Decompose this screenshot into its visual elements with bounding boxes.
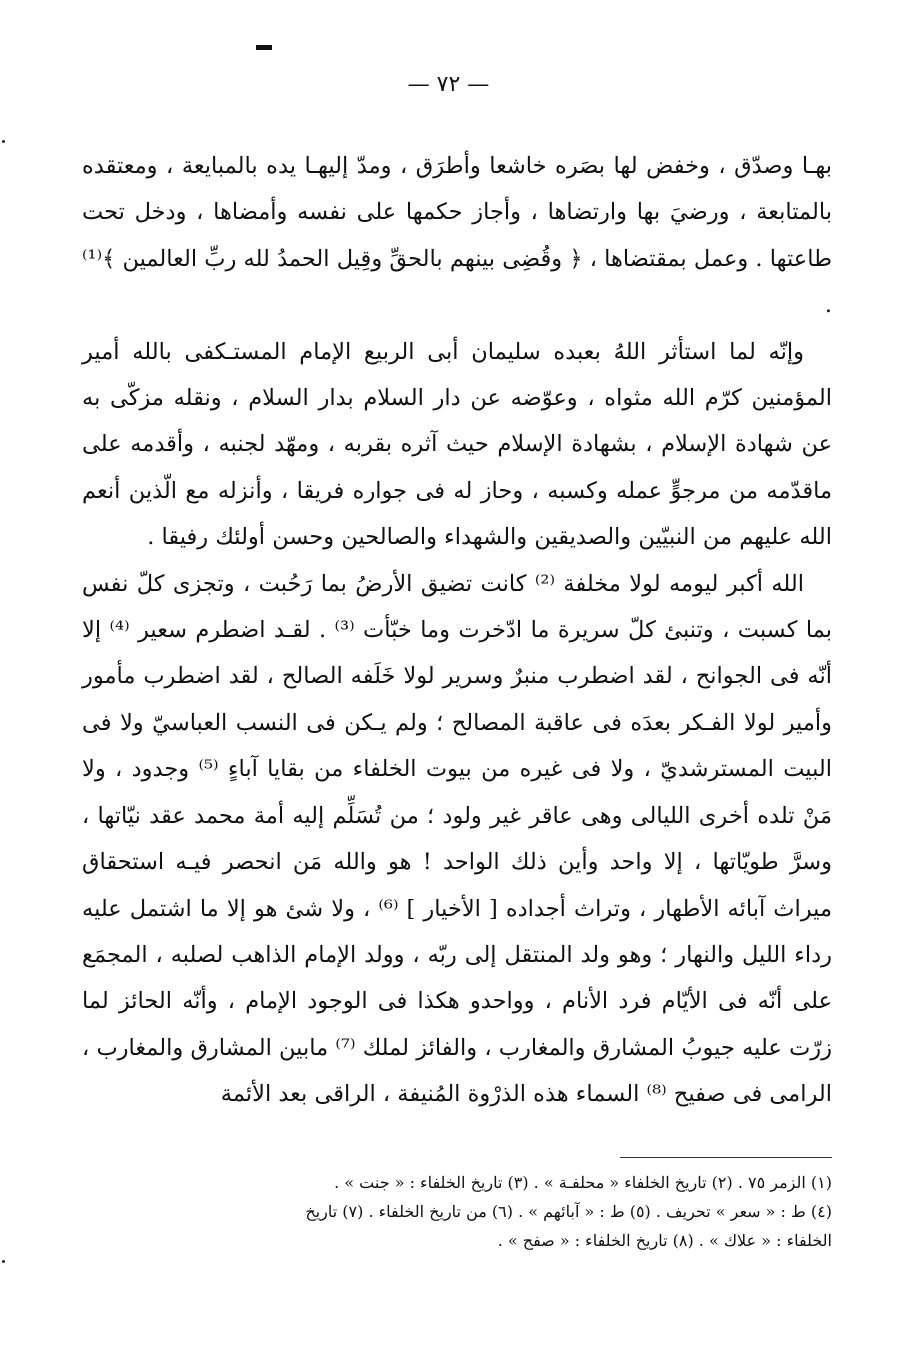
ink-mark	[256, 45, 272, 50]
scan-speck	[2, 1260, 5, 1263]
paragraph-3: الله أكبر ليومه لولا مخلفة ⁽²⁾ كانت تضيق الأرضُ بما رَحُبت ، وتجزى كلّ نفس بما كسبت ، وتنبئ كلّ سريرة ما ادّخرت وما خبّأت ⁽³⁾ . لقـد اضطرم سعير ⁽⁴⁾ إلا أنّه فى الجوانح ، لقد اضطرب منبرٌ وسرير لولا خَلَفه الصالح ، لقد اضطرب مأمور وأمير لولا الفـكر بعدَه فى عاقبة المصالح ؛ ولم يـكن فى النسب العباسيّ ولا فى البيت المسترشديّ ، ولا فى غيره من بيوت الخلفاء من بقايا آباءٍ ⁽⁵⁾ وجدود ، ولا مَنْ تلده أخرى الليالى وهى عاقر غير ولود ؛ من تُسَلِّم إليه أمة محمد عقد نيّاتها ، وسرَّ طويّاتها ، إلا واحد وأين ذلك الواحد ! هو والله مَن انحصر فيـه استحقاق ميراث آبائه الأطهار ، وتراث أجداده [ الأخيار ] ⁽⁶⁾ ، ولا شئ هو إلا ما اشتمل عليه رداء الليل والنهار ؛ وهو ولد المنتقل إلى ربّه ، وولد الإمام الذاهب لصلبه ، المجمَع على أنّه فى الأيّام فرد الأنام ، وواحدو هكذا فى الوجود الإمام ، وأنّه الحائز لما زرّت عليه جيوبُ المشارق والمغارب ، والفائز لملك ⁽⁷⁾ مابين المشارق والمغارب ، الرامى فى صفيح ⁽⁸⁾ السماء هذه الذرْوة المُنيفة ، الراقى بعد الأئمة	[82, 570, 832, 1108]
footnote-line-1: (١) الزمر ٧٥ . (٢) تاريخ الخلفاء « محلفـة » . (٣) تاريخ الخلفاء : « جنت » .	[334, 1173, 832, 1192]
footnotes	[70, 1168, 832, 1255]
footnote-line-3: الخلفاء : « علاك » . (٨) تاريخ الخلفاء : « صفح » .	[497, 1231, 832, 1250]
paragraph-1: بهـا وصدّق ، وخفض لها بصَره خاشعا وأطرَق ، ومدّ إليهـا يده بالمبايعة ، ومعتقده بالمتابعة ، ورضيَ بها وارتضاها ، وأجاز حكمها على نفسه وأمضاها ، ودخل تحت طاعتها . وعمل بمقتضاها ، ﴿ وقُضِى بينهم بالحقِّ وقِيل الحمدُ لله ربِّ العالمين ﴾⁽¹⁾ .	[82, 153, 832, 319]
page-number: — ٧٢ —	[407, 72, 490, 97]
main-text	[82, 143, 832, 1118]
footnote-divider	[620, 1157, 832, 1158]
paragraph-2: وإنّه لما استأثر اللهُ بعبده سليمان أبى الربيع الإمام المستـكفى بالله أمير المؤمنين كرّم الله مثواه ، وعوّضه عن دار السلام بدار السلام ، ونقله مزكّى به عن شهادة الإسلام ، بشهادة الإسلام حيث آثره بقربه ، ومهّد لجنبه ، وأقدمه على ماقدّمه من مرجوٍّ عمله وكسبه ، وحاز له فى جواره فريقا ، وأنزله مع الّذين أنعم الله عليهم من النبيّين والصديقين والشهداء والصالحين وحسن أولئك رفيقا .	[82, 338, 832, 551]
footnote-line-2: (٤) ط : « سعر » تحريف . (٥) ط : « آبائهم » . (٦) من تاريخ الخلفاء . (٧) تاريخ	[305, 1202, 832, 1221]
scan-speck	[2, 140, 5, 143]
